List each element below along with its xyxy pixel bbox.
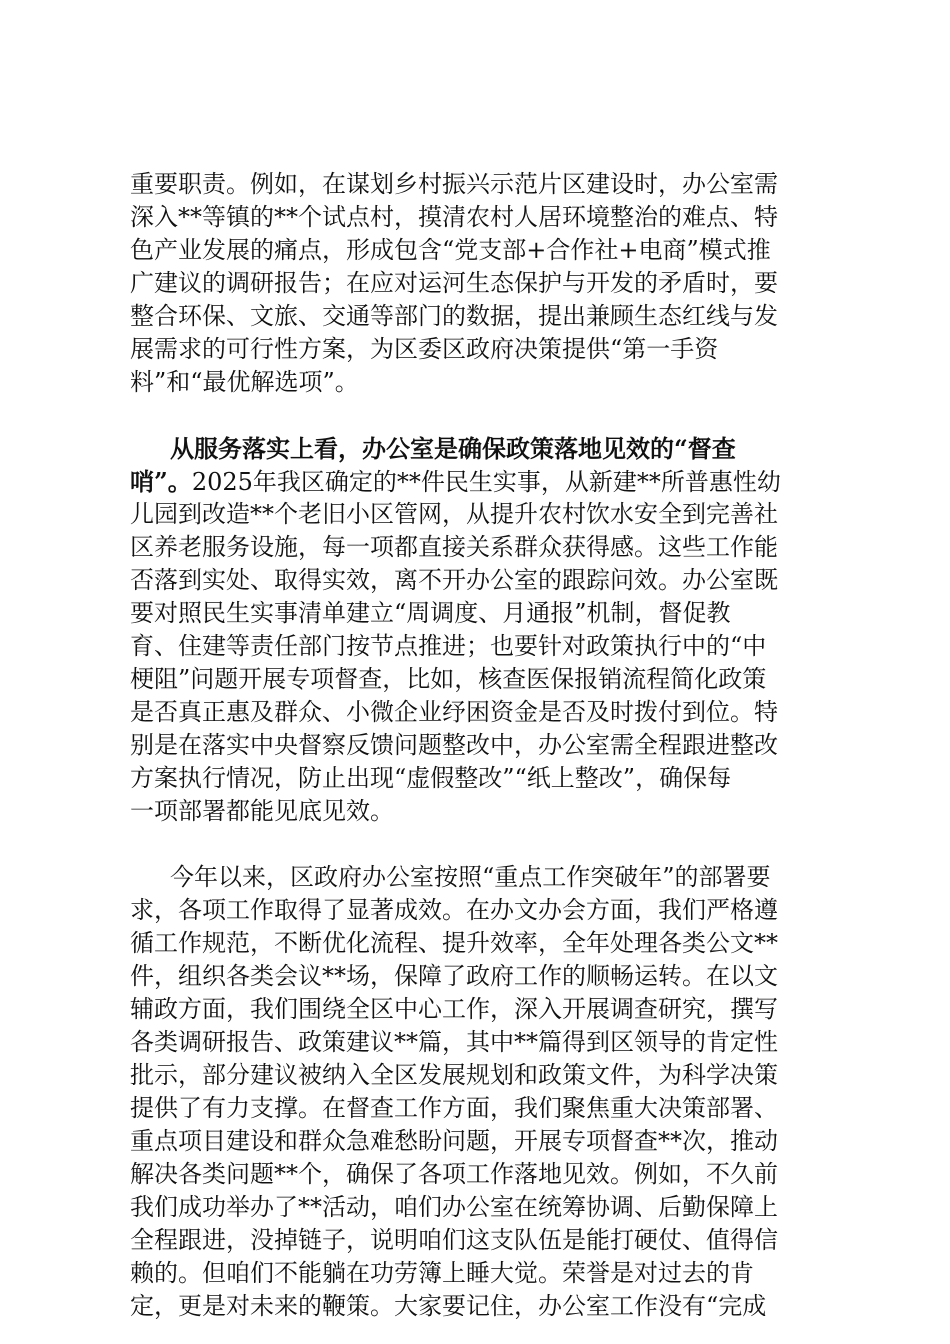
paragraph-line: 件，组织各类会议**场，保障了政府工作的顺畅运转。在以文 xyxy=(130,962,778,990)
paragraph-line: 求，各项工作取得了显著成效。在办文办会方面，我们严格遵 xyxy=(130,896,778,924)
paragraph-line: 方案执行情况，防止出现“虚假整改”“纸上整改”，确保每 xyxy=(130,764,732,792)
paragraph-3 xyxy=(130,861,825,1323)
paragraph-line: 否落到实处、取得实效，离不开办公室的跟踪问效。办公室既 xyxy=(130,566,778,594)
paragraph-line: 是否真正惠及群众、小微企业纾困资金是否及时拨付到位。特 xyxy=(130,698,778,726)
paragraph-line: 赖的。但咱们不能躺在功劳簿上睡大觉。荣誉是对过去的肯 xyxy=(130,1259,754,1287)
paragraph-line: 儿园到改造**个老旧小区管网，从提升农村饮水安全到完善社 xyxy=(130,500,778,528)
paragraph-line: 整合环保、文旅、交通等部门的数据，提出兼顾生态红线与发 xyxy=(130,302,778,330)
paragraph-line: 广建议的调研报告；在应对运河生态保护与开发的矛盾时，要 xyxy=(130,269,778,297)
paragraph-line: 要对照民生实事清单建立“周调度、月通报”机制，督促教 xyxy=(130,599,731,627)
paragraph-2 xyxy=(130,432,825,828)
paragraph-line-text: 2025年我区确定的**件民生实事，从新建**所普惠性幼 xyxy=(191,468,781,496)
paragraph-line: 我们成功举办了**活动，咱们办公室在统筹协调、后勤保障上 xyxy=(130,1193,778,1221)
paragraph-line: 各类调研报告、政策建议**篇，其中**篇得到区领导的肯定性 xyxy=(130,1028,778,1056)
paragraph-line: 色产业发展的痛点，形成包含“党支部+合作社+电商”模式推 xyxy=(130,236,771,264)
paragraph-line: 今年以来，区政府办公室按照“重点工作突破年”的部署要 xyxy=(170,863,771,891)
paragraph-line xyxy=(130,465,825,498)
section-heading: 从服务落实上看，办公室是确保政策落地见效的“督查 xyxy=(170,434,736,463)
paragraph-line: 重要职责。例如，在谋划乡村振兴示范片区建设时，办公室需 xyxy=(130,170,778,198)
document-body xyxy=(130,168,825,1323)
paragraph-line: 深入**等镇的**个试点村，摸清农村人居环境整治的难点、特 xyxy=(130,203,778,231)
paragraph-line: 区养老服务设施，每一项都直接关系群众获得感。这些工作能 xyxy=(130,533,778,561)
paragraph-line: 定，更是对未来的鞭策。大家要记住，办公室工作没有“完成 xyxy=(130,1292,767,1320)
paragraph-line: 批示，部分建议被纳入全区发展规划和政策文件，为科学决策 xyxy=(130,1061,778,1089)
paragraph-line: 育、住建等责任部门按节点推进；也要针对政策执行中的“中 xyxy=(130,632,767,660)
paragraph-spacer xyxy=(130,399,825,432)
paragraph-line: 一项部署都能见底见效。 xyxy=(130,797,394,825)
paragraph-line: 辅政方面，我们围绕全区中心工作，深入开展调查研究，撰写 xyxy=(130,995,778,1023)
section-heading-end: 哨”。 xyxy=(130,467,192,496)
paragraph-line: 别是在落实中央督察反馈问题整改中，办公室需全程跟进整改 xyxy=(130,731,778,759)
paragraph-spacer xyxy=(130,828,825,861)
paragraph-line: 提供了有力支撑。在督查工作方面，我们聚焦重大决策部署、 xyxy=(130,1094,778,1122)
paragraph-line: 梗阻”问题开展专项督查，比如，核查医保报销流程简化政策 xyxy=(130,665,767,693)
paragraph-line: 展需求的可行性方案，为区委区政府决策提供“第一手资 xyxy=(130,335,719,363)
paragraph-line: 循工作规范，不断优化流程、提升效率，全年处理各类公文** xyxy=(130,929,778,957)
paragraph-1 xyxy=(130,168,825,399)
paragraph-line: 重点项目建设和群众急难愁盼问题，开展专项督查**次，推动 xyxy=(130,1127,778,1155)
paragraph-line: 料”和“最优解选项”。 xyxy=(130,368,359,396)
paragraph-line: 解决各类问题**个，确保了各项工作落地见效。例如，不久前 xyxy=(130,1160,778,1188)
paragraph-line: 全程跟进，没掉链子，说明咱们这支队伍是能打硬仗、值得信 xyxy=(130,1226,778,1254)
